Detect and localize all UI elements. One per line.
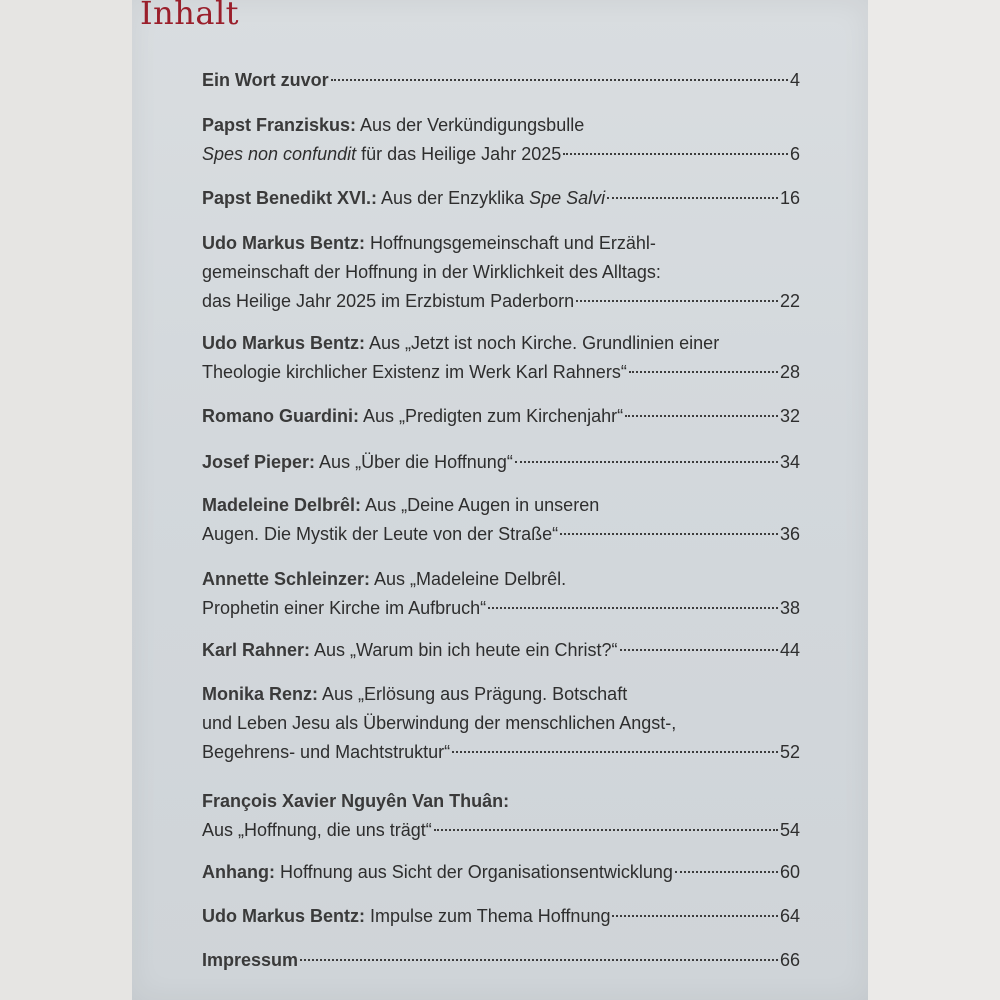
- toc-entry-author: François Xavier Nguyên Van Thuân:: [202, 791, 510, 811]
- toc-entry-text: Aus „Predigten zum Kirchenjahr“: [359, 406, 624, 426]
- toc-entry-author: Annette Schleinzer:: [202, 569, 371, 589]
- toc-entry-text: Impulse zum Thema Hoffnung: [365, 906, 611, 926]
- toc-entry-text: Aus „Deine Augen in unseren: [361, 495, 600, 515]
- dot-leader: [620, 649, 778, 651]
- toc-page-number: 6: [789, 144, 800, 164]
- toc-page-number: 36: [779, 524, 800, 544]
- toc-entry-author: Udo Markus Bentz:: [202, 906, 366, 926]
- toc-entry-author: Papst Benedikt XVI.:: [202, 188, 378, 208]
- toc-entry-text: Aus „Über die Hoffnung“: [315, 452, 513, 472]
- toc-entry-author: Madeleine Delbrêl:: [202, 495, 362, 515]
- toc-entry-text: und Leben Jesu als Überwindung der menschlichen Angst-,: [202, 713, 677, 733]
- dot-leader: [576, 300, 778, 302]
- toc-entry: [202, 111, 800, 169]
- toc-entry-author: Anhang:: [202, 862, 275, 882]
- toc-entry-author: Romano Guardini:: [202, 406, 359, 426]
- toc-entry-text: Augen. Die Mystik der Leute von der Straße“: [202, 524, 559, 544]
- page-title: Inhalt: [140, 0, 240, 32]
- toc-entry-text: Theologie kirchlicher Existenz im Werk Karl Rahners“: [202, 362, 627, 382]
- toc-entry-text: gemeinschaft der Hoffnung in der Wirklichkeit des Alltags:: [202, 262, 661, 282]
- dot-leader: [612, 915, 777, 917]
- toc-entry: [202, 448, 800, 477]
- dot-leader: [560, 533, 778, 535]
- toc-entry-text: Begehrens- und Machtstruktur“: [202, 742, 451, 762]
- toc-page-number: 32: [779, 406, 800, 426]
- dot-leader: [563, 153, 788, 155]
- toc-page-number: 16: [779, 188, 800, 208]
- toc-entry-text: Prophetin einer Kirche im Aufbruch“: [202, 598, 487, 618]
- toc-entry-author: Udo Markus Bentz:: [202, 333, 366, 353]
- dot-leader: [331, 79, 788, 81]
- dot-leader: [452, 751, 778, 753]
- toc-entry: [202, 184, 800, 213]
- toc-entry: [202, 402, 800, 431]
- toc-entry-author: Josef Pieper:: [202, 452, 316, 472]
- page-background: [868, 0, 1000, 1000]
- toc-page-number: 4: [789, 70, 800, 90]
- toc-entry-text: Aus der Enzyklika: [377, 188, 530, 208]
- toc-entry: [202, 787, 800, 845]
- dot-leader: [675, 871, 778, 873]
- toc-entry: [202, 858, 800, 887]
- toc-entry-author: Udo Markus Bentz:: [202, 233, 366, 253]
- dot-leader: [488, 607, 778, 609]
- toc-entry: [202, 946, 800, 975]
- toc-entry: [202, 491, 800, 549]
- toc-entry-text: Aus „Hoffnung, die uns trägt“: [202, 820, 432, 840]
- toc-entry: [202, 329, 800, 387]
- toc-page-number: 60: [779, 862, 800, 882]
- dot-leader: [300, 959, 778, 961]
- toc-entry-text: für das Heilige Jahr 2025: [356, 144, 562, 164]
- toc-entry-title: Ein Wort zuvor: [202, 70, 329, 90]
- toc-page-number: 66: [779, 950, 800, 970]
- toc-page-number: 52: [779, 742, 800, 762]
- toc-page-number: 64: [779, 906, 800, 926]
- toc-page-number: 22: [779, 291, 800, 311]
- toc-entry-text: Aus „Erlösung aus Prägung. Botschaft: [318, 684, 628, 704]
- toc-entry-italic-title: Spes non confundit: [202, 144, 357, 164]
- dot-leader: [607, 197, 778, 199]
- dot-leader: [629, 371, 778, 373]
- toc-page-number: 54: [779, 820, 800, 840]
- toc-entry-author: Papst Franziskus:: [202, 115, 357, 135]
- dot-leader: [625, 415, 778, 417]
- toc-entry-author: Monika Renz:: [202, 684, 319, 704]
- dot-leader: [515, 461, 778, 463]
- toc-entry-author: Karl Rahner:: [202, 640, 311, 660]
- toc-entry: [202, 565, 800, 623]
- toc-entry: [202, 229, 800, 316]
- toc-entry: [202, 680, 800, 767]
- toc-entry-text: Aus „Warum bin ich heute ein Christ?“: [310, 640, 618, 660]
- toc-page-number: 44: [779, 640, 800, 660]
- toc-entry: [202, 636, 800, 665]
- dot-leader: [434, 829, 778, 831]
- toc-entry-italic-title: Spe Salvi: [529, 188, 606, 208]
- toc-entry-text: Aus „Jetzt ist noch Kirche. Grundlinien einer: [365, 333, 720, 353]
- toc-entry-text: Hoffnung aus Sicht der Organisationsentwicklung: [274, 862, 673, 882]
- toc-page-number: 28: [779, 362, 800, 382]
- toc-entry-text: Hoffnungsgemeinschaft und Erzähl-: [365, 233, 656, 253]
- toc-entry-text: Aus der Verkündigungsbulle: [356, 115, 585, 135]
- toc-page-number: 34: [779, 452, 800, 472]
- toc-entry-title: Impressum: [202, 950, 299, 970]
- toc-entry-text: das Heilige Jahr 2025 im Erzbistum Paderborn: [202, 291, 575, 311]
- toc-page-number: 38: [779, 598, 800, 618]
- toc-entry: [202, 66, 800, 95]
- toc-entry-text: Aus „Madeleine Delbrêl.: [370, 569, 567, 589]
- toc-entry: [202, 902, 800, 931]
